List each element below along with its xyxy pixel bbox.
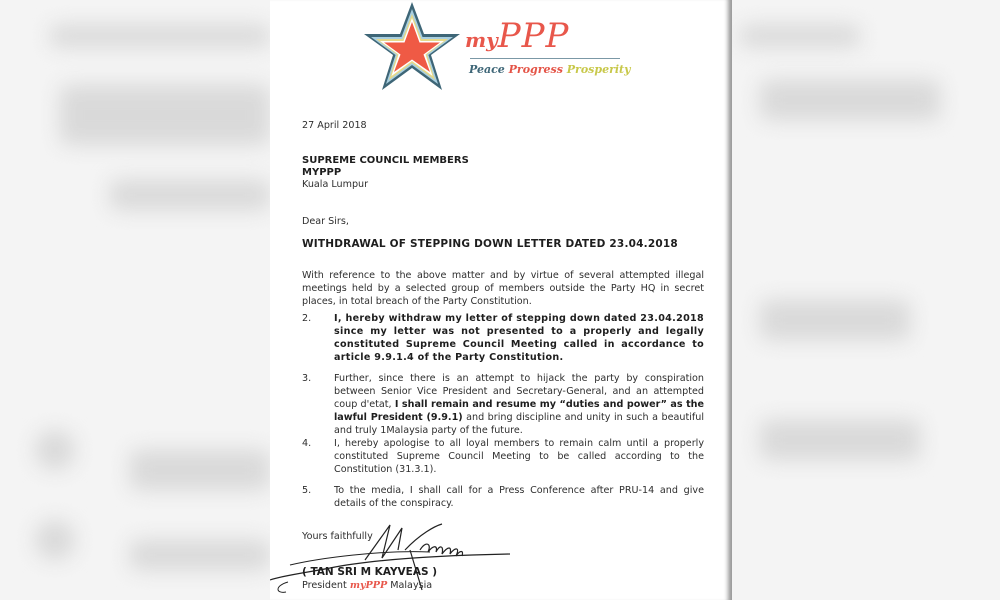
item-number: 4. bbox=[302, 438, 312, 449]
paragraph-item bbox=[302, 437, 704, 476]
letter-page bbox=[270, 0, 732, 600]
intro-paragraph: With reference to the above matter and by virtue of several attempted illegal meetings held by a selected group of members outside the Party HQ in secret places, in total breach of the Party Constitution. bbox=[302, 270, 704, 307]
recipient-line: Kuala Lumpur bbox=[302, 179, 369, 190]
subject-line: WITHDRAWAL OF STEPPING DOWN LETTER DATED 23.04.2018 bbox=[302, 238, 678, 250]
paragraph-item bbox=[302, 372, 704, 437]
item-number: 2. bbox=[302, 313, 312, 324]
item-number: 3. bbox=[302, 373, 312, 384]
letter-date: 27 April 2018 bbox=[302, 120, 367, 131]
brand-wordmark: myPPP bbox=[465, 16, 570, 56]
signer-title: President myPPP Malaysia bbox=[302, 580, 433, 591]
item-text: I, hereby apologise to all loyal members to remain calm until a properly constituted Supreme Council Meeting to be called according to the Constitution (31.3.1). bbox=[334, 438, 704, 475]
paragraph-item bbox=[302, 312, 704, 364]
closing: Yours faithfully bbox=[302, 531, 373, 542]
star-icon bbox=[362, 0, 462, 92]
logo-divider bbox=[470, 58, 620, 59]
item-text: Further, since there is an attempt to hijack the party by conspiration between Senior Vice President and Secretary-General, and an attempted coup d'etat, I shall remain and resume my “duties and power” as the lawful President (9.9.1) and bring discipline and unity in such a beautiful and truly 1Malaysia party of the future. bbox=[334, 373, 704, 436]
item-text: To the media, I shall call for a Press Conference after PRU-14 and give details of the conspiracy. bbox=[334, 485, 704, 509]
salutation: Dear Sirs, bbox=[302, 216, 349, 227]
recipient-line: MYPPP bbox=[302, 167, 342, 178]
logo-tagline: Peace Progress Prosperity bbox=[469, 63, 631, 76]
item-number: 5. bbox=[302, 485, 312, 496]
item-text: I, hereby withdraw my letter of stepping down dated 23.04.2018 since my letter was not presented to a properly and legally constituted Supreme Council Meeting called in accordance to article 9.9.1.4 of the Party Constitution. bbox=[334, 313, 704, 363]
mypp-logo bbox=[362, 0, 632, 90]
paragraph-item bbox=[302, 484, 704, 510]
recipient-line: SUPREME COUNCIL MEMBERS bbox=[302, 155, 469, 166]
signer-name: ( TAN SRI M KAYVEAS ) bbox=[302, 566, 437, 578]
